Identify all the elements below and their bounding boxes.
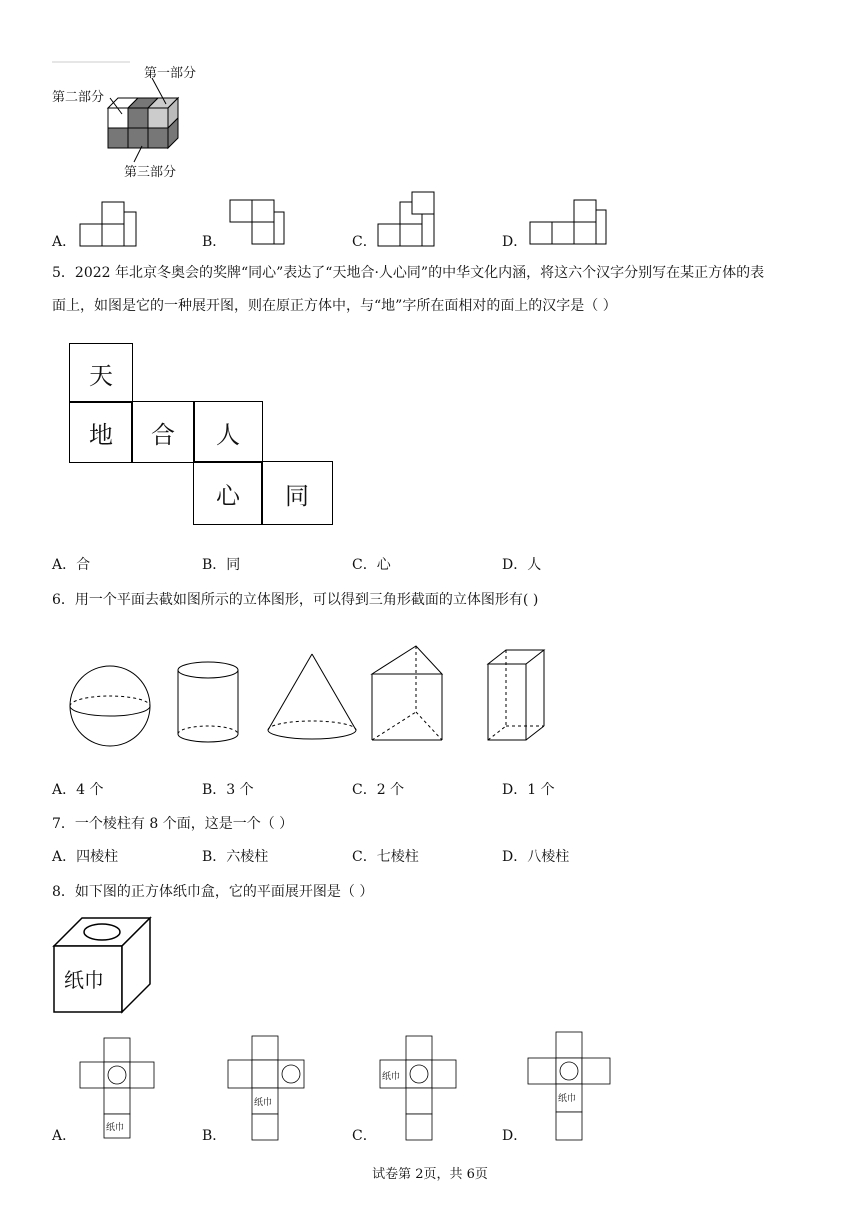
page-footer: 试卷第 2页，共 6页 bbox=[372, 1167, 488, 1182]
q8-option-c[interactable]: C． bbox=[352, 1128, 377, 1144]
q8-option-b[interactable]: B． bbox=[202, 1128, 227, 1144]
q8-box-label: 纸巾 bbox=[64, 968, 104, 992]
q5-option-d[interactable]: D．人 bbox=[502, 557, 542, 573]
q8-d-net-label: 纸巾 bbox=[558, 1094, 577, 1104]
q4-figure bbox=[50, 58, 220, 182]
q4-option-b-figure bbox=[226, 196, 296, 248]
net-cell-xin: 心 bbox=[193, 461, 263, 525]
q8-option-b-net bbox=[226, 1034, 306, 1142]
q7-text-line1: 7．一个棱柱有 8 个面，这是一个（ ） bbox=[52, 816, 294, 832]
triangular-prism-shape bbox=[372, 646, 442, 740]
cone-shape bbox=[268, 654, 356, 739]
rectangular-prism-shape bbox=[488, 650, 544, 740]
q8-option-d[interactable]: D． bbox=[502, 1128, 528, 1144]
q4-option-d-figure bbox=[528, 196, 608, 248]
q5-option-b[interactable]: B．同 bbox=[202, 557, 241, 573]
q8-b-net-label: 纸巾 bbox=[254, 1098, 273, 1108]
q4-label-part3: 第三部分 bbox=[124, 165, 177, 180]
q4-option-a[interactable]: A． bbox=[52, 234, 77, 250]
q7-option-c[interactable]: C．七棱柱 bbox=[352, 849, 419, 865]
q4-label-part1: 第一部分 bbox=[144, 66, 197, 81]
q8-option-a[interactable]: A． bbox=[52, 1128, 77, 1144]
q7-option-b[interactable]: B．六棱柱 bbox=[202, 849, 269, 865]
q5-cube-net bbox=[69, 343, 334, 525]
q5-text-line2: 面上，如图是它的一种展开图，则在原正方体中，与“地”字所在面相对的面上的汉字是（ ） bbox=[52, 298, 617, 314]
q4-option-c-figure bbox=[376, 190, 446, 248]
net-cell-tong: 同 bbox=[261, 461, 333, 525]
q8-option-c-net bbox=[378, 1034, 458, 1142]
q8-text-line1: 8．如下图的正方体纸巾盒，它的平面展开图是（ ） bbox=[52, 884, 374, 900]
q8-c-net-label: 纸巾 bbox=[382, 1072, 401, 1082]
q6-solids-figure bbox=[60, 636, 560, 756]
net-cell-di: 地 bbox=[69, 401, 133, 463]
q4-option-d[interactable]: D． bbox=[502, 234, 528, 250]
net-cell-ren: 人 bbox=[193, 401, 263, 463]
net-cell-tian: 天 bbox=[69, 343, 133, 403]
q5-option-c[interactable]: C．心 bbox=[352, 557, 391, 573]
q7-option-d[interactable]: D．八棱柱 bbox=[502, 849, 570, 865]
q7-option-a[interactable]: A．四棱柱 bbox=[52, 849, 119, 865]
q8-option-d-net bbox=[526, 1030, 612, 1142]
q5-option-a[interactable]: A．合 bbox=[52, 557, 91, 573]
q4-option-c[interactable]: C． bbox=[352, 234, 377, 250]
q5-text-line1: 5．2022 年北京冬奥会的奖牌“同心”表达了“天地合·人心同”的中华文化内涵，将这六个汉字分别写在某正方体的表 bbox=[52, 265, 765, 281]
q4-option-a-figure bbox=[78, 198, 148, 248]
q6-option-b[interactable]: B．3 个 bbox=[202, 782, 254, 798]
sphere-shape bbox=[70, 666, 150, 746]
q4-label-part2: 第二部分 bbox=[52, 90, 105, 105]
q8-option-a-net bbox=[78, 1036, 158, 1140]
q8-tissue-box bbox=[52, 914, 152, 1014]
q6-text-line1: 6．用一个平面去截如图所示的立体图形，可以得到三角形截面的立体图形有( ) bbox=[52, 592, 539, 608]
net-cell-he: 合 bbox=[131, 401, 195, 463]
q6-option-c[interactable]: C．2 个 bbox=[352, 782, 405, 798]
q8-a-net-label: 纸巾 bbox=[106, 1123, 125, 1133]
cylinder-shape bbox=[178, 662, 238, 742]
q6-option-d[interactable]: D．1 个 bbox=[502, 782, 555, 798]
q4-option-b[interactable]: B． bbox=[202, 234, 227, 250]
q6-option-a[interactable]: A．4 个 bbox=[52, 782, 104, 798]
